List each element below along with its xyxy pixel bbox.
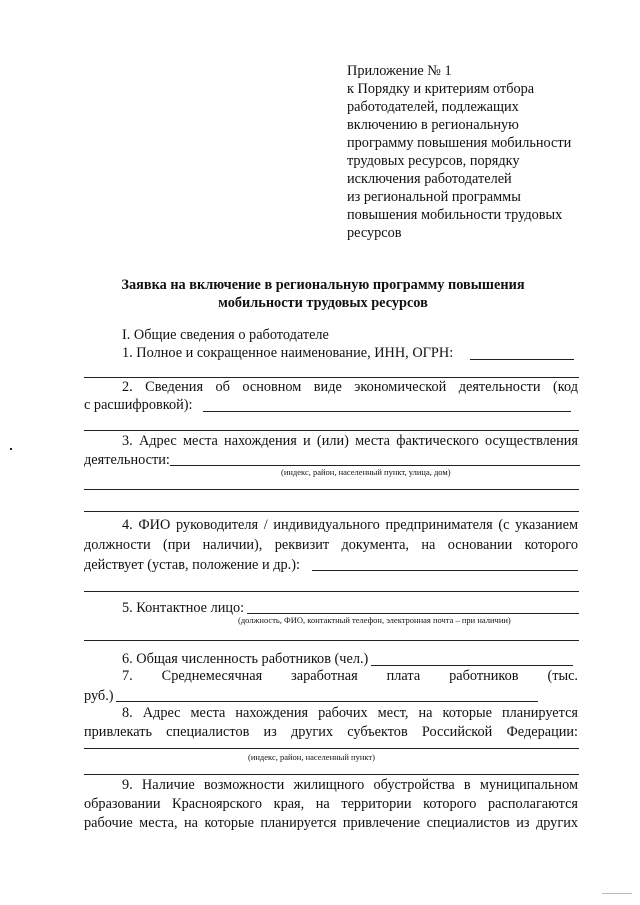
item-8-label: привлекать специалистов из других субъектов Российской Федерации: [84,724,578,740]
item-4-label: 4. ФИО руководителя / индивидуального предпринимателя (с указанием [122,517,578,533]
item-2-label: 2. Сведения об основном виде экономической деятельности (код [122,379,578,395]
header-line: программу повышения мобильности [347,135,572,151]
item-2-field[interactable] [203,411,571,412]
item-3-label: 3. Адрес места нахождения и (или) места фактического осуществления [122,433,578,449]
item-9-label: рабочие места, на которые планируется привлечение специалистов из других [84,815,578,831]
section-heading: I. Общие сведения о работодателе [122,327,329,343]
document-title: Заявка на включение в региональную программу повышения [121,277,525,293]
item-2-label: с расшифровкой): [84,397,193,413]
header-line: работодателей, подлежащих [347,99,519,115]
item-3-field[interactable] [170,465,580,466]
item-1-field[interactable] [470,359,574,360]
item-6-label: 6. Общая численность работников (чел.) [122,651,369,667]
item-5-field[interactable] [247,613,579,614]
item-8-field[interactable] [84,748,579,749]
item-4-field[interactable] [312,570,578,571]
header-line: исключения работодателей [347,171,512,187]
item-4-field-line2[interactable] [84,591,579,592]
header-line: трудовых ресурсов, порядку [347,153,520,169]
header-line: из региональной программы [347,189,521,205]
item-7-label: 7. Среднемесячная заработная плата работников (тыс. [122,668,578,684]
document-title: мобильности трудовых ресурсов [218,295,428,311]
item-8-label: 8. Адрес места нахождения рабочих мест, на которые планируется [122,705,578,721]
header-line: ресурсов [347,225,402,241]
item-4-label: действует (устав, положение и др.): [84,557,300,573]
header-line: повышения мобильности трудовых [347,207,563,223]
item-5-label: 5. Контактное лицо: [122,600,245,616]
item-8-hint: (индекс, район, населенный пункт) [248,752,375,762]
item-9-label: 9. Наличие возможности жилищного обустройства в муниципальном [122,777,578,793]
item-5-hint: (должность, ФИО, контактный телефон, электронная почта – при наличии) [238,615,511,625]
header-line: к Порядку и критериям отбора [347,81,535,97]
item-4-label: должности (при наличии), реквизит документа, на основании которого [84,537,578,553]
item-3-label: деятельности: [84,452,170,468]
header-line: включению в региональную [347,117,519,133]
item-8-field-line2[interactable] [84,774,579,775]
item-7-label: руб.) [84,688,114,704]
item-6-field[interactable] [371,665,573,666]
scan-speck [10,448,12,450]
item-3-field-line2[interactable] [84,489,579,490]
item-3-field-line3[interactable] [84,511,579,512]
scan-edge-mark [602,893,632,894]
item-9-label: образовании Красноярского края, на территории которого располагаются [84,796,578,812]
header-line: Приложение № 1 [347,63,452,79]
item-5-field-line2[interactable] [84,640,579,641]
item-2-field-line2[interactable] [84,430,579,431]
item-1-label: 1. Полное и сокращенное наименование, ИНН, ОГРН: [122,345,454,361]
item-3-hint: (индекс, район, населенный пункт, улица, дом) [281,467,451,477]
item-7-field[interactable] [116,701,538,702]
